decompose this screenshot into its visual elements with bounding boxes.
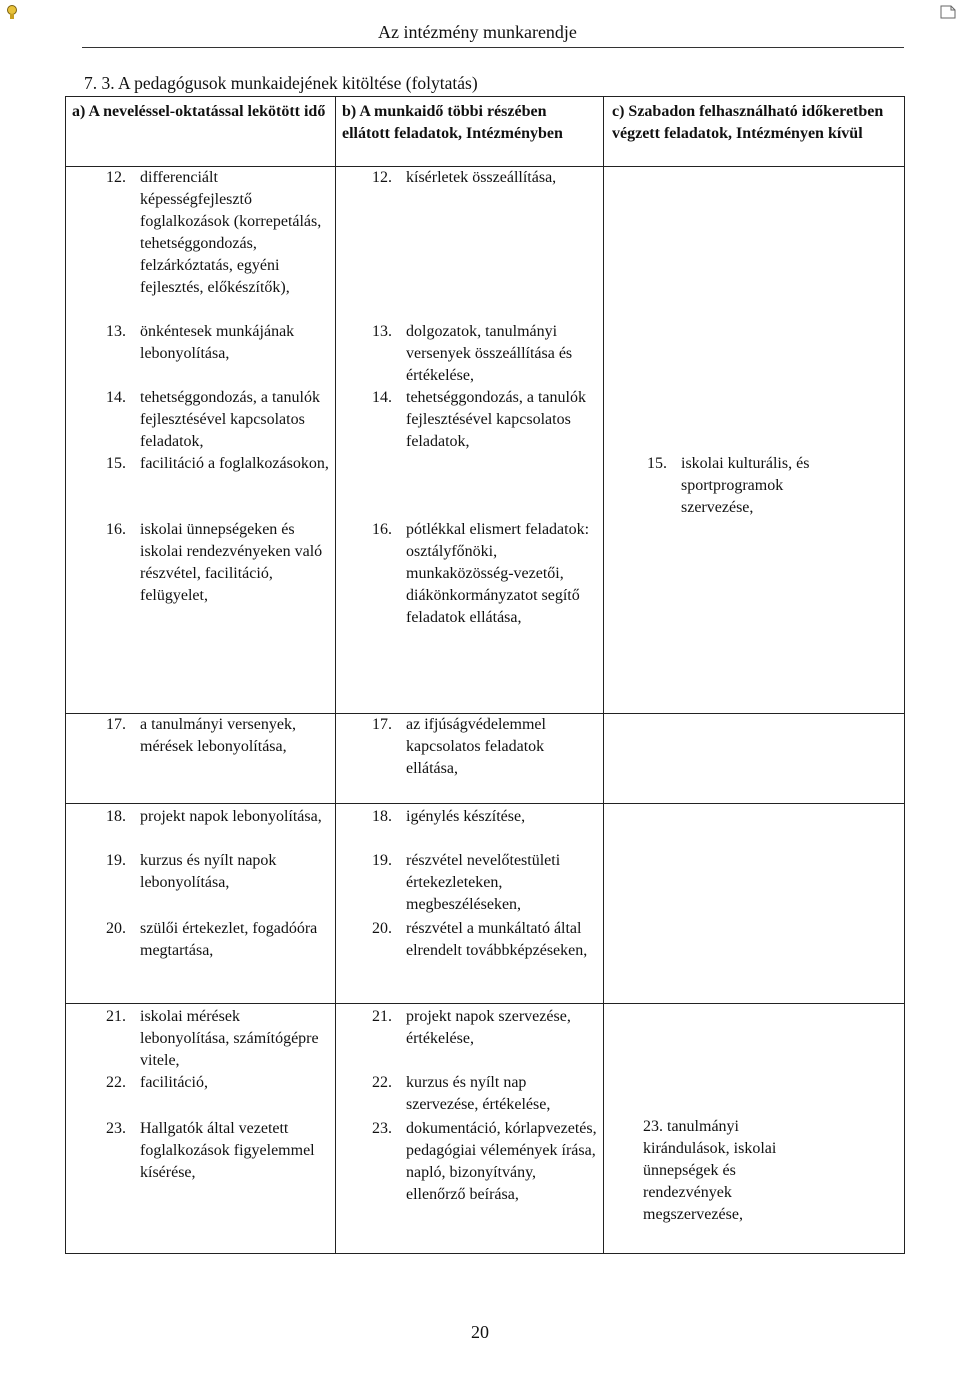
row4-col-a [66, 1004, 336, 1254]
row1-col-b [336, 167, 604, 714]
row1-col-c [604, 167, 905, 714]
page-fold-icon [939, 4, 957, 20]
list-item: 12. kísérletek összeállítása, [372, 169, 557, 186]
list-item: 15. facilitáció a foglalkozásokon, [106, 455, 329, 472]
list-item: 20. szülői értekezlet, fogadóóra megtartása, [106, 920, 318, 959]
list-item: 21. projekt napok szervezése, értékelése, [372, 1008, 571, 1047]
list-item: 13. önkéntesek munkájának lebonyolítása, [106, 323, 295, 362]
list-item: 22. kurzus és nyílt nap szervezése, értékelése, [372, 1074, 551, 1113]
row3-col-a [66, 804, 336, 1004]
list-item: 21. iskolai mérések lebonyolítása, számítógépre vitele, [106, 1008, 319, 1069]
list-item: 17. a tanulmányi versenyek, mérések lebonyolítása, [106, 716, 296, 755]
list-item: 23. dokumentáció, kórlapvezetés, pedagógiai vélemények írása, napló, bizonyítvány, ellenőrző beírása, [372, 1120, 597, 1203]
table-header-row [66, 97, 905, 167]
workload-table [65, 96, 905, 1254]
list-item: 16. pótlékkal elismert feladatok: osztályfőnöki, munkaközösség-vezetői, diákönkormányzatot segítő feladatok ellátása, [372, 521, 590, 626]
list-item: 23. tanulmányi kirándulások, iskolai ünnepségek és rendezvények megszervezése, [643, 1118, 777, 1223]
list-item: 14. tehetséggondozás, a tanulók fejlesztésével kapcsolatos feladatok, [372, 389, 586, 450]
page-number: 20 [471, 1322, 489, 1342]
list-item: 20. részvétel a munkáltató által elrendelt továbbképzéseken, [372, 920, 588, 959]
row3-col-b [336, 804, 604, 1004]
row1-col-a [66, 167, 336, 714]
running-header: Az intézmény munkarendje [378, 22, 577, 42]
list-item: 16. iskolai ünnepségeken és iskolai rendezvényeken való részvétel, facilitáció, felügyelet, [106, 521, 323, 604]
list-item: 18. projekt napok lebonyolítása, [106, 808, 322, 825]
column-a-header: a) A neveléssel-oktatással lekötött idő [66, 97, 336, 167]
list-item: 14. tehetséggondozás, a tanulók fejlesztésével kapcsolatos feladatok, [106, 389, 320, 450]
list-item: 22. facilitáció, [106, 1074, 208, 1091]
table-row [66, 167, 905, 714]
table-row [66, 714, 905, 804]
list-item: 17. az ifjúságvédelemmel kapcsolatos feladatok ellátása, [372, 716, 546, 777]
list-item: 12. differenciált képességfejlesztő foglalkozások (korrepetálás, tehetséggondozás, felzárkóztatás, egyéni fejlesztés, előkészítők), [106, 169, 322, 296]
list-item: 19. részvétel nevelőtestületi értekezleteken, megbeszéléseken, [372, 852, 561, 913]
row2-col-b [336, 714, 604, 804]
section-title: 7. 3. A pedagógusok munkaidejének kitöltése (folytatás) [84, 73, 478, 93]
row3-col-c [604, 804, 905, 1004]
row2-col-a [66, 714, 336, 804]
column-c-header: c) Szabadon felhasználható időkeretben végzett feladatok, Intézményen kívül [604, 97, 905, 167]
list-item: 23. Hallgatók által vezetett foglalkozások figyelemmel kísérése, [106, 1120, 315, 1181]
header-rule [82, 47, 904, 48]
list-item: 19. kurzus és nyílt napok lebonyolítása, [106, 852, 277, 891]
list-item: 18. igénylés készítése, [372, 808, 526, 825]
row2-col-c [604, 714, 905, 804]
table-row [66, 804, 905, 1004]
column-b-header: b) A munkaidő többi részében ellátott feladatok, Intézményben [336, 97, 604, 167]
list-item: 15. iskolai kulturális, és sportprogramok szervezése, [647, 455, 810, 516]
row4-col-c [604, 1004, 905, 1254]
row4-col-b [336, 1004, 604, 1254]
corner-marker-icon [3, 4, 21, 20]
table-row [66, 1004, 905, 1254]
list-item: 13. dolgozatok, tanulmányi versenyek összeállítása és értékelése, [372, 323, 573, 384]
